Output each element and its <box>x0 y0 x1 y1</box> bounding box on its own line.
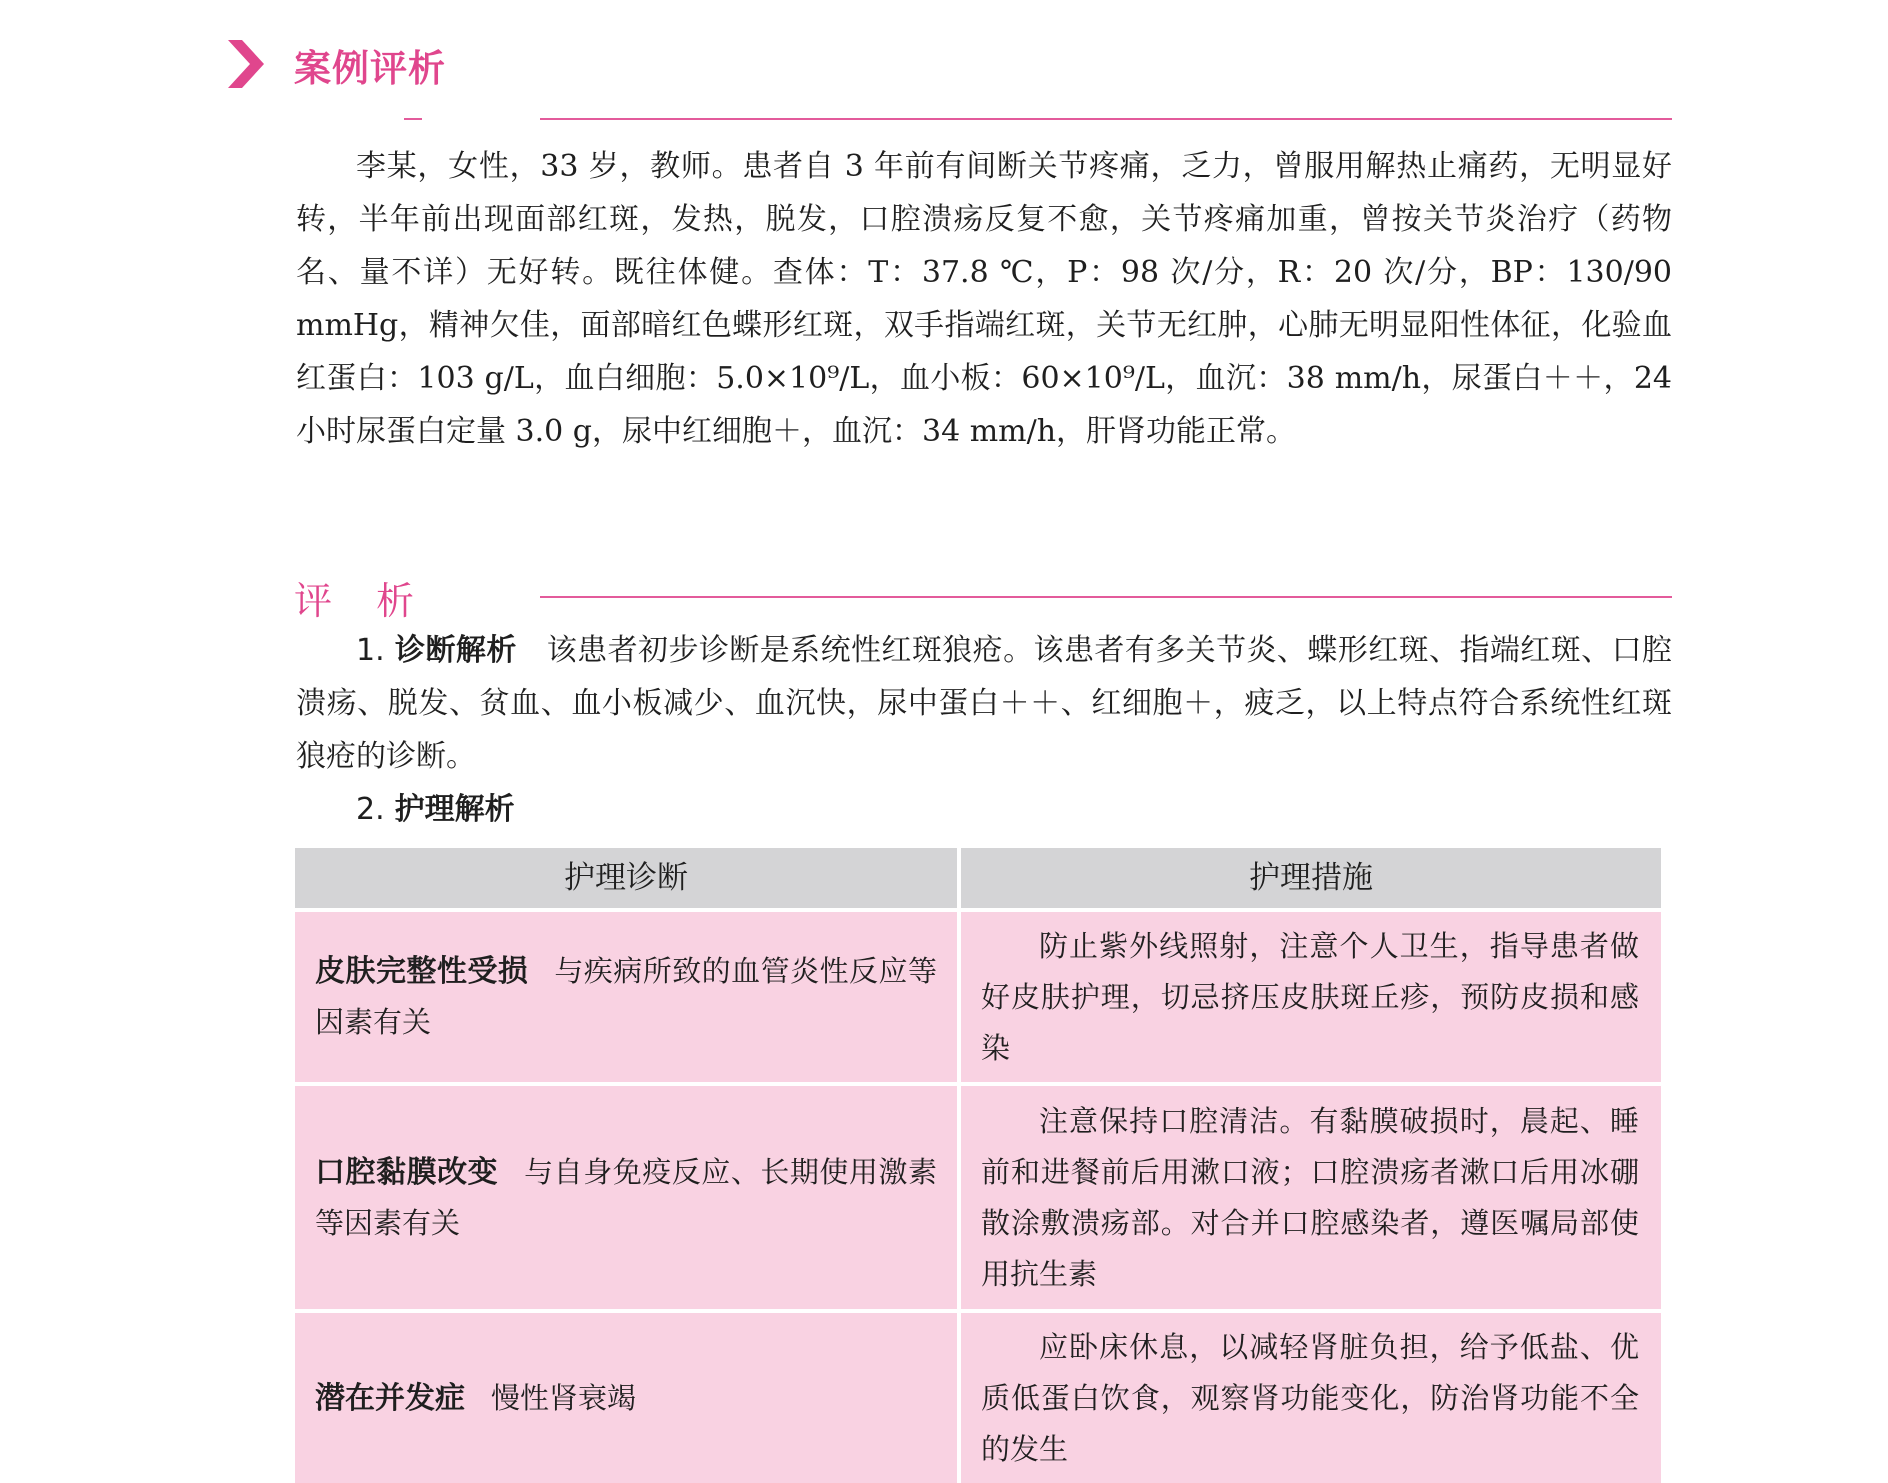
diagnosis-analysis <box>296 624 1672 783</box>
diagnosis-text: 与自身免疫反应、长期使用激素等因素有关 <box>315 1154 937 1240</box>
column-header: 护理诊断 <box>295 848 959 910</box>
nursing-diagnosis-cell <box>295 1084 959 1311</box>
case-divider <box>540 118 1672 120</box>
measure-text: 注意保持口腔清洁。有黏膜破损时，晨起、睡前和进餐前后用漱口液；口腔溃疡者漱口后用冰硼散涂敷溃疡部。对合并口腔感染者，遵医嘱局部使用抗生素 <box>981 1103 1639 1291</box>
analysis-heading: 评析 <box>294 579 459 623</box>
section-title: 案例评析 <box>294 47 446 90</box>
item-title: 诊断解析 <box>394 633 517 668</box>
case-paragraph: 李某，女性，33 岁，教师。患者自 3 年前有间断关节疼痛，乏力，曾服用解热止痛药，无明显好转，半年前出现面部红斑，发热，脱发，口腔溃疡反复不愈，关节疼痛加重，曾按关节炎治疗（药物名、量不详）无好转。既往体健。查体：T：37.8 ℃，P：98 次/分，R：20 次/分，BP：130/90 mmHg，精神欠佳，面部暗红色蝶形红斑，双手指端红斑，关节无红肿，心肺无明显阳性体征，化验血红蛋白：103 g/L，血白细胞：5.0×10⁹/L，血小板：60×10⁹/L，血沉：38 mm/h，尿蛋白＋＋，24 小时尿蛋白定量 3.0 g，尿中红细胞＋，血沉：34 mm/h，肝肾功能正常。 <box>296 149 1672 449</box>
nursing-diagnosis-cell <box>295 1311 959 1483</box>
item-text: 该患者初步诊断是系统性红斑狼疮。该患者有多关节炎、蝶形红斑、指端红斑、口腔溃疡、脱发、贫血、血小板减少、血沉快，尿中蛋白＋＋、红细胞＋，疲乏，以上特点符合系统性红斑狼疮的诊断。 <box>296 633 1673 774</box>
item-number: 2. <box>356 792 385 827</box>
diagnosis-text: 慢性肾衰竭 <box>491 1380 637 1415</box>
table-row <box>295 910 1661 1084</box>
nursing-measure-cell <box>959 910 1661 1084</box>
table-row <box>295 1311 1661 1483</box>
nursing-analysis <box>296 783 1672 836</box>
diagnosis-title: 潜在并发症 <box>315 1380 465 1416</box>
measure-text: 防止紫外线照射，注意个人卫生，指导患者做好皮肤护理，切忌挤压皮肤斑丘疹，预防皮损和感染 <box>981 928 1639 1065</box>
table-header-row <box>295 848 1661 910</box>
diagnosis-title: 口腔黏膜改变 <box>315 1154 499 1190</box>
analysis-divider <box>540 596 1672 598</box>
table-row <box>295 1084 1661 1311</box>
item-title: 护理解析 <box>394 792 515 827</box>
nursing-table <box>295 848 1661 1483</box>
item-number: 1. <box>356 633 385 668</box>
nursing-measure-cell <box>959 1311 1661 1483</box>
diagnosis-text: 与疾病所致的血管炎性反应等因素有关 <box>315 954 937 1039</box>
column-header: 护理措施 <box>959 848 1661 910</box>
chevron-right-icon <box>228 40 264 88</box>
measure-text: 应卧床休息，以减轻肾脏负担，给予低盐、优质低蛋白饮食，观察肾功能变化，防治肾功能不全的发生 <box>981 1329 1639 1466</box>
nursing-measure-cell <box>959 1084 1661 1311</box>
nursing-diagnosis-cell <box>295 910 959 1084</box>
case-description <box>296 140 1672 458</box>
diagnosis-title: 皮肤完整性受损 <box>315 954 529 989</box>
divider-dash <box>404 118 422 120</box>
analysis-body <box>296 624 1672 836</box>
